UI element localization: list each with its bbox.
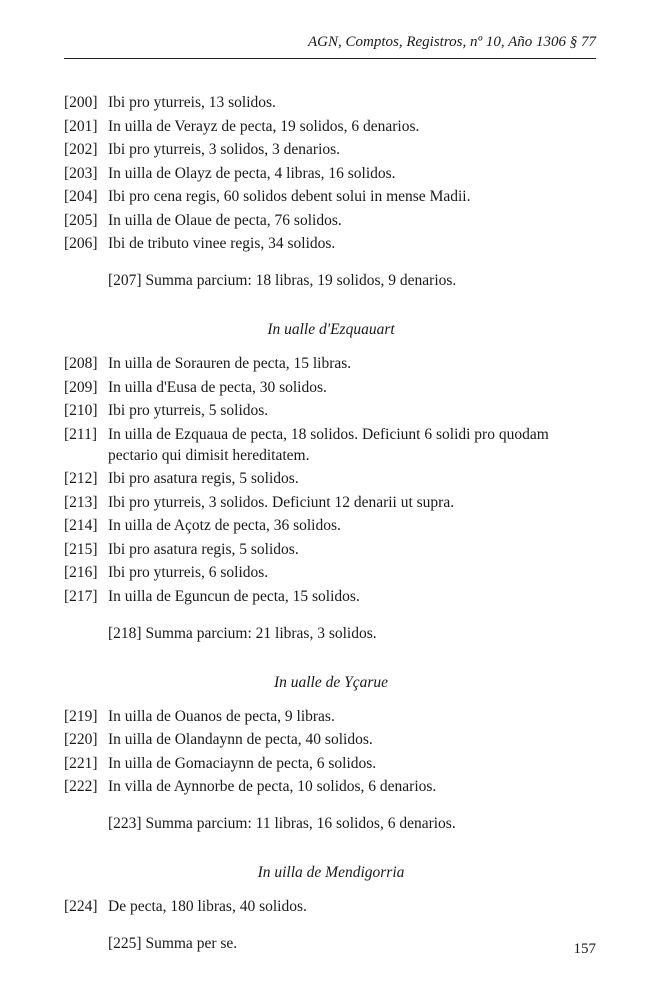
register-entry (64, 92, 598, 113)
running-header: AGN, Comptos, Registros, nº 10, Año 1306 § 77 (308, 34, 596, 50)
register-entry (64, 468, 598, 489)
register-entry (64, 586, 598, 607)
entry-number: [207] (108, 272, 142, 289)
entry-text: In uilla de Ezquaua de pecta, 18 solidos. Deficiunt 6 solidi pro quodam pectario qui dimisit hereditatem. (108, 425, 549, 464)
entry-text: In uilla de Sorauren de pecta, 15 libras. (108, 355, 352, 372)
register-entry (64, 186, 598, 207)
entry-number: [212] (64, 470, 98, 487)
entry-number: [213] (64, 493, 98, 511)
section-title: In ualle de Yçarue (273, 673, 389, 691)
entry-number: [222] (64, 778, 98, 795)
entry-number: [220] (64, 731, 98, 748)
entry-number: [215] (64, 540, 98, 558)
section-title: In ualle d'Ezquauart (267, 321, 395, 338)
entry-text: Ibi pro cena regis, 60 solidos debent solui in mense Madii. (108, 188, 471, 205)
entry-number: [200] (64, 94, 98, 111)
entry-text: De pecta, 180 libras, 40 solidos. (108, 898, 307, 915)
entry-number: [203] (64, 164, 98, 182)
register-entry (64, 139, 598, 160)
register-entry (64, 562, 598, 583)
section-title: In uilla de Mendigorria (257, 864, 405, 881)
entry-text: In uilla de Verayz de pecta, 19 solidos, 6 denarios. (108, 117, 420, 135)
entry-number: [204] (64, 188, 98, 205)
summa-line (108, 623, 598, 644)
entry-text: Ibi pro yturreis, 13 solidos. (108, 94, 276, 111)
entry-text: Ibi pro yturreis, 5 solidos. (108, 402, 269, 419)
entry-number: [219] (64, 707, 98, 725)
summa-text: Summa parcium: 18 libras, 19 solidos, 9 denarios. (145, 272, 457, 289)
entry-number: [225] (108, 935, 142, 952)
entry-text: Ibi pro yturreis, 6 solidos. (108, 564, 269, 581)
entry-number: [209] (64, 378, 98, 396)
register-entry (64, 515, 598, 536)
summa-text: Summa parcium: 11 libras, 16 solidos, 6 denarios. (145, 815, 456, 832)
register-entry (64, 492, 598, 513)
entry-text: In uilla de Eguncun de pecta, 15 solidos. (108, 587, 360, 605)
entry-number: [223] (108, 815, 142, 832)
register-entry (64, 210, 598, 231)
entry-text: In villa de Aynnorbe de pecta, 10 solidos, 6 denarios. (108, 778, 437, 795)
register-entry (64, 400, 598, 421)
entry-number: [216] (64, 564, 98, 581)
register-entry (64, 233, 598, 254)
header-rule (64, 58, 596, 59)
entry-number: [205] (64, 211, 98, 229)
summa-text: Summa per se. (145, 935, 238, 952)
entry-text: In uilla de Açotz de pecta, 36 solidos. (108, 517, 341, 534)
entry-number: [211] (64, 425, 97, 443)
entry-number: [224] (64, 898, 98, 915)
page-number: 157 (573, 941, 596, 957)
entry-number: [214] (64, 517, 98, 534)
entry-number: [208] (64, 355, 98, 372)
entry-text: In uilla de Ouanos de pecta, 9 libras. (108, 707, 335, 725)
entry-number: [206] (64, 235, 98, 252)
summa-line (108, 270, 598, 291)
entry-text: In uilla de Olaue de pecta, 76 solidos. (108, 211, 342, 229)
register-entry (64, 353, 598, 374)
entry-number: [202] (64, 141, 98, 158)
register-entry (64, 776, 598, 797)
register-entry (64, 424, 598, 466)
entry-text: In uilla de Olayz de pecta, 4 libras, 16 solidos. (108, 164, 396, 182)
register-entry (64, 377, 598, 398)
entry-text: Ibi pro asatura regis, 5 solidos. (108, 540, 299, 558)
register-entry (64, 539, 598, 560)
entry-number: [210] (64, 402, 98, 419)
entry-text: Ibi de tributo vinee regis, 34 solidos. (108, 235, 336, 252)
register-entry (64, 753, 598, 774)
summa-line (108, 933, 598, 954)
register-entry (64, 163, 598, 184)
entry-text: In uilla de Olandaynn de pecta, 40 solidos. (108, 731, 373, 748)
summa-line (108, 813, 598, 834)
entry-text: In uilla de Gomaciaynn de pecta, 6 solidos. (108, 754, 377, 772)
entry-text: In uilla d'Eusa de pecta, 30 solidos. (108, 378, 327, 396)
summa-text: Summa parcium: 21 libras, 3 solidos. (145, 624, 377, 642)
document-body (64, 92, 598, 954)
register-entry (64, 896, 598, 917)
register-entry (64, 116, 598, 137)
entry-number: [221] (64, 754, 98, 772)
entry-number: [218] (108, 624, 142, 642)
entry-number: [217] (64, 587, 98, 605)
register-entry (64, 729, 598, 750)
entry-text: Ibi pro yturreis, 3 solidos. Deficiunt 12 denarii ut supra. (108, 493, 455, 511)
register-entry (64, 706, 598, 727)
entry-number: [201] (64, 117, 98, 135)
entry-text: Ibi pro yturreis, 3 solidos, 3 denarios. (108, 141, 341, 158)
entry-text: Ibi pro asatura regis, 5 solidos. (108, 470, 299, 487)
